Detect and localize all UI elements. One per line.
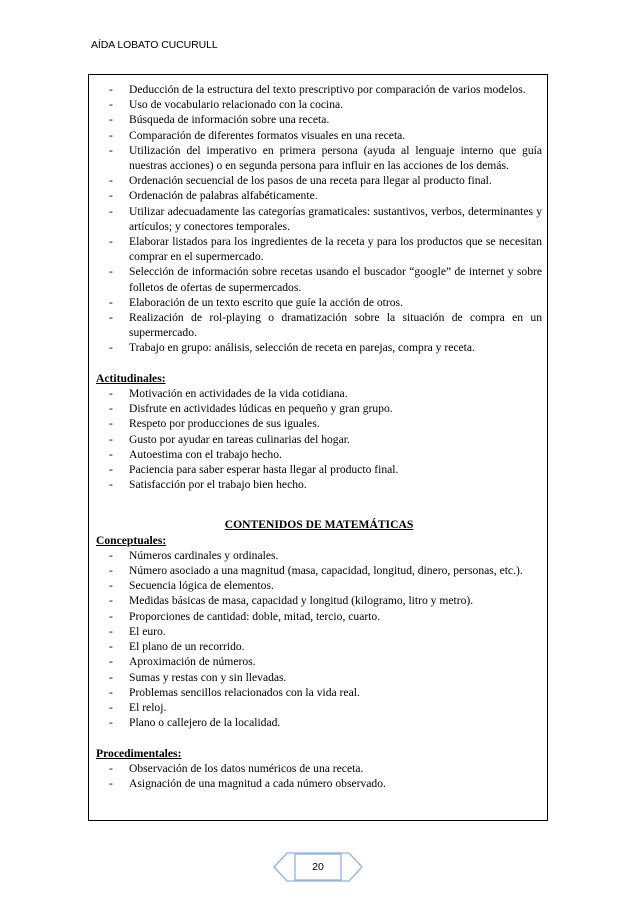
content-body bbox=[96, 82, 542, 791]
list-item: - Respeto por producciones de sus iguales. bbox=[96, 416, 542, 431]
list-item: - Deducción de la estructura del texto prescriptivo por comparación de varios modelos. bbox=[96, 82, 542, 97]
list-item: - Plano o callejero de la localidad. bbox=[96, 715, 542, 730]
procedimentales-list bbox=[96, 761, 542, 791]
list-item: - Disfrute en actividades lúdicas en pequeño y gran grupo. bbox=[96, 401, 542, 416]
lang-procedure-list bbox=[96, 82, 542, 356]
procedimentales-heading: Procedimentales: bbox=[96, 746, 182, 760]
list-item: - El euro. bbox=[96, 624, 542, 639]
list-item: - Aproximación de números. bbox=[96, 654, 542, 669]
list-item: - Selección de información sobre recetas usando el buscador “google” de internet y sobre folletos de ofertas de supermercados. bbox=[96, 264, 542, 294]
page-number-badge bbox=[273, 849, 363, 885]
list-item: - Autoestima con el trabajo hecho. bbox=[96, 447, 542, 462]
list-item: - Uso de vocabulario relacionado con la cocina. bbox=[96, 97, 542, 112]
list-item: - Observación de los datos numéricos de una receta. bbox=[96, 761, 542, 776]
list-item: - Ordenación de palabras alfabéticamente. bbox=[96, 188, 542, 203]
list-item: - Secuencia lógica de elementos. bbox=[96, 578, 542, 593]
list-item: - Utilizar adecuadamente las categorías gramaticales: sustantivos, verbos, determinantes y artículos; y conectores temporales. bbox=[96, 204, 542, 234]
actitudinales-heading: Actitudinales: bbox=[96, 371, 166, 385]
content-box bbox=[88, 74, 548, 821]
list-item: - Números cardinales y ordinales. bbox=[96, 548, 542, 563]
list-item: - Elaboración de un texto escrito que guíe la acción de otros. bbox=[96, 295, 542, 310]
list-item: - El reloj. bbox=[96, 700, 542, 715]
list-item: - Sumas y restas con y sin llevadas. bbox=[96, 670, 542, 685]
list-item: - Número asociado a una magnitud (masa, capacidad, longitud, dinero, personas, etc.). bbox=[96, 563, 542, 578]
list-item: - Utilización del imperativo en primera persona (ayuda al lenguaje interno que guía nuestras acciones) o en segunda persona para influir en las acciones de los demás. bbox=[96, 143, 542, 173]
list-item: - Asignación de una magnitud a cada número observado. bbox=[96, 776, 542, 791]
list-item: - Medidas básicas de masa, capacidad y longitud (kilogramo, litro y metro). bbox=[96, 593, 542, 608]
list-item: - Proporciones de cantidad: doble, mitad, tercio, cuarto. bbox=[96, 609, 542, 624]
conceptuales-heading: Conceptuales: bbox=[96, 533, 167, 547]
matematicas-title: CONTENIDOS DE MATEMÁTICAS bbox=[224, 518, 414, 532]
list-item: - Ordenación secuencial de los pasos de una receta para llegar al producto final. bbox=[96, 173, 542, 188]
list-item: - Satisfacción por el trabajo bien hecho. bbox=[96, 477, 542, 492]
list-item: - Gusto por ayudar en tareas culinarias del hogar. bbox=[96, 432, 542, 447]
list-item: - Búsqueda de información sobre una receta. bbox=[96, 112, 542, 127]
list-item: - Problemas sencillos relacionados con la vida real. bbox=[96, 685, 542, 700]
list-item: - Realización de rol-playing o dramatización sobre la situación de compra en un supermercado. bbox=[96, 310, 542, 340]
conceptuales-list bbox=[96, 548, 542, 730]
list-item: - Elaborar listados para los ingredientes de la receta y para los productos que se necesitan comprar en el supermercado. bbox=[96, 234, 542, 264]
header-author: AÍDA LOBATO CUCURULL bbox=[91, 39, 218, 51]
list-item: - Trabajo en grupo: análisis, selección de receta en parejas, compra y receta. bbox=[96, 340, 542, 355]
list-item: - Motivación en actividades de la vida cotidiana. bbox=[96, 386, 542, 401]
list-item: - Paciencia para saber esperar hasta llegar al producto final. bbox=[96, 462, 542, 477]
list-item: - Comparación de diferentes formatos visuales en una receta. bbox=[96, 128, 542, 143]
actitudinales-list bbox=[96, 386, 542, 492]
page-number: 20 bbox=[312, 861, 324, 873]
list-item: - El plano de un recorrido. bbox=[96, 639, 542, 654]
